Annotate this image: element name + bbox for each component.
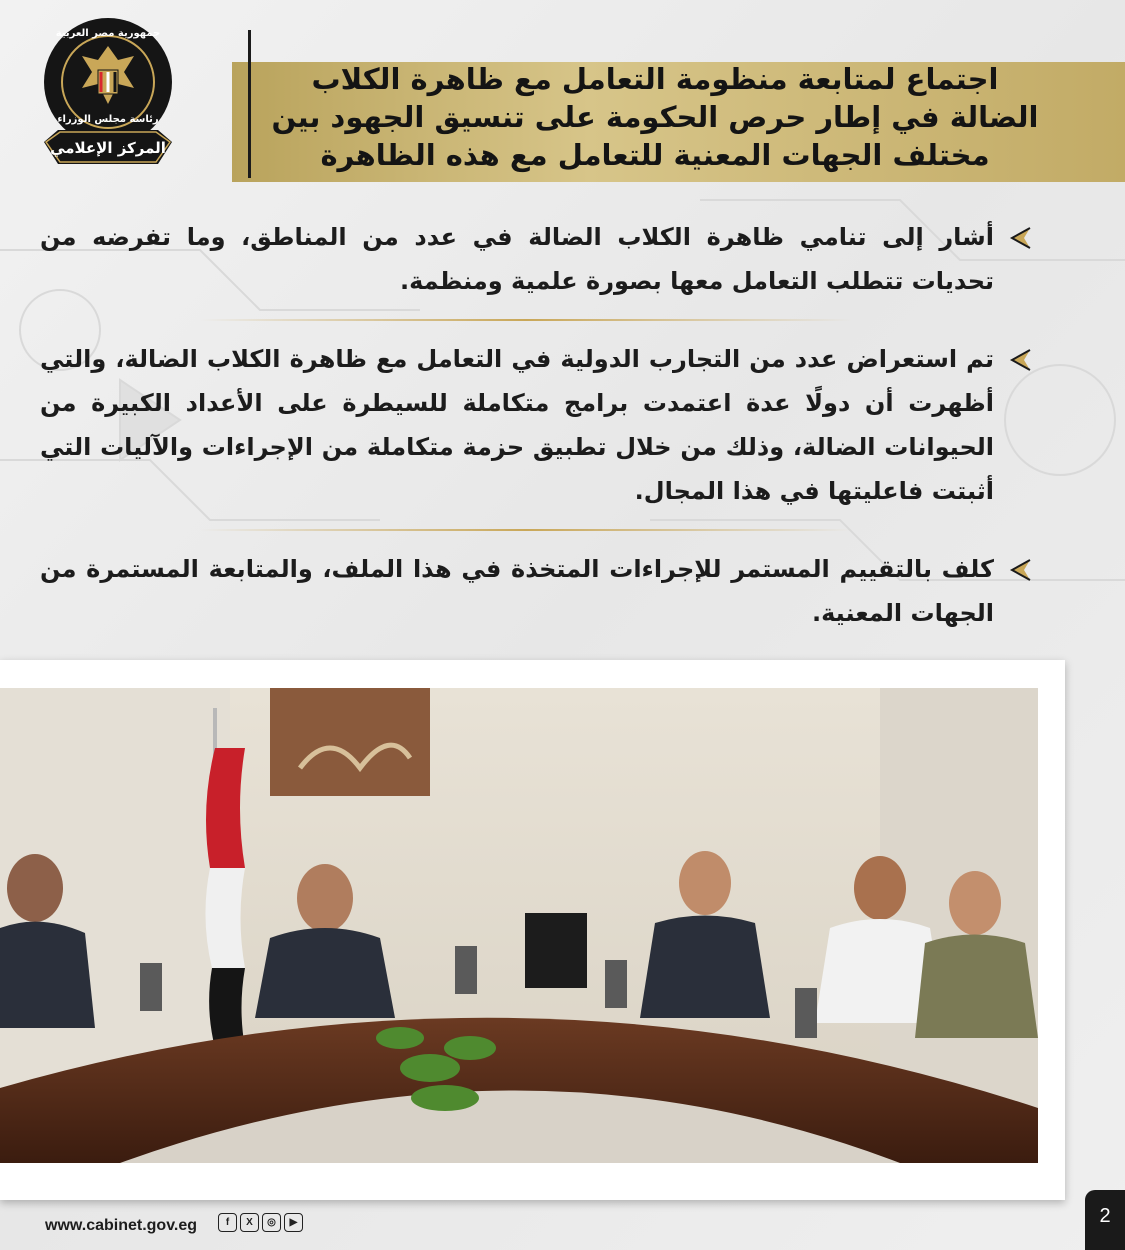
bullet-text-1: أشار إلى تنامي ظاهرة الكلاب الضالة في عدد من المناطق، وما تفرضه من تحديات تتطلب التعامل معها بصورة علمية ومنظمة. — [40, 223, 994, 295]
title-line-2: الضالة في إطار حرص الحكومة على تنسيق الجهود بين — [271, 100, 1039, 134]
logo-sub-text: رئاسة مجلس الوزراء — [57, 114, 159, 125]
egypt-cabinet-logo — [38, 14, 178, 184]
bullet-list — [40, 215, 1032, 635]
youtube-icon[interactable]: ▶ — [284, 1213, 303, 1232]
chevron-left-icon — [1006, 557, 1032, 583]
logo-banner-text: المركز الإعلامي — [50, 139, 166, 157]
bullet-item-3 — [40, 547, 1032, 635]
meeting-photo — [0, 688, 1038, 1163]
website-link[interactable]: www.cabinet.gov.eg — [45, 1217, 198, 1234]
title-line-3: مختلف الجهات المعنية للتعامل مع هذه الظاهرة — [320, 138, 990, 172]
section-divider — [200, 319, 852, 321]
logo-arc-text: جمهورية مصر العربية — [55, 28, 161, 39]
section-divider — [200, 529, 852, 531]
social-icons — [218, 1213, 303, 1232]
page-number: 2 — [1085, 1190, 1125, 1250]
facebook-icon[interactable]: f — [218, 1213, 237, 1232]
chevron-left-icon — [1006, 225, 1032, 251]
bullet-item-1 — [40, 215, 1032, 303]
chevron-left-icon — [1006, 347, 1032, 373]
bullet-text-2: تم استعراض عدد من التجارب الدولية في التعامل مع ظاهرة الكلاب الضالة، والتي أظهرت أن دولًا عدة اعتمدت برامج متكاملة للسيطرة على الأعداد الكبيرة من الحيوانات الضالة، وذلك من خلال تطبيق حزمة متكاملة من الإجراءات والآليات التي أثبتت فاعليتها في هذا المجال. — [40, 345, 994, 505]
title-line-1: اجتماع لمتابعة منظومة التعامل مع ظاهرة الكلاب — [311, 62, 999, 96]
title-divider-line — [248, 30, 251, 178]
bullet-text-3: كلف بالتقييم المستمر للإجراءات المتخذة في هذا الملف، والمتابعة المستمرة من الجهات المعنية. — [40, 555, 994, 627]
page-title — [260, 60, 1050, 180]
bullet-item-2 — [40, 337, 1032, 513]
x-icon[interactable]: X — [240, 1213, 259, 1232]
instagram-icon[interactable]: ◎ — [262, 1213, 281, 1232]
